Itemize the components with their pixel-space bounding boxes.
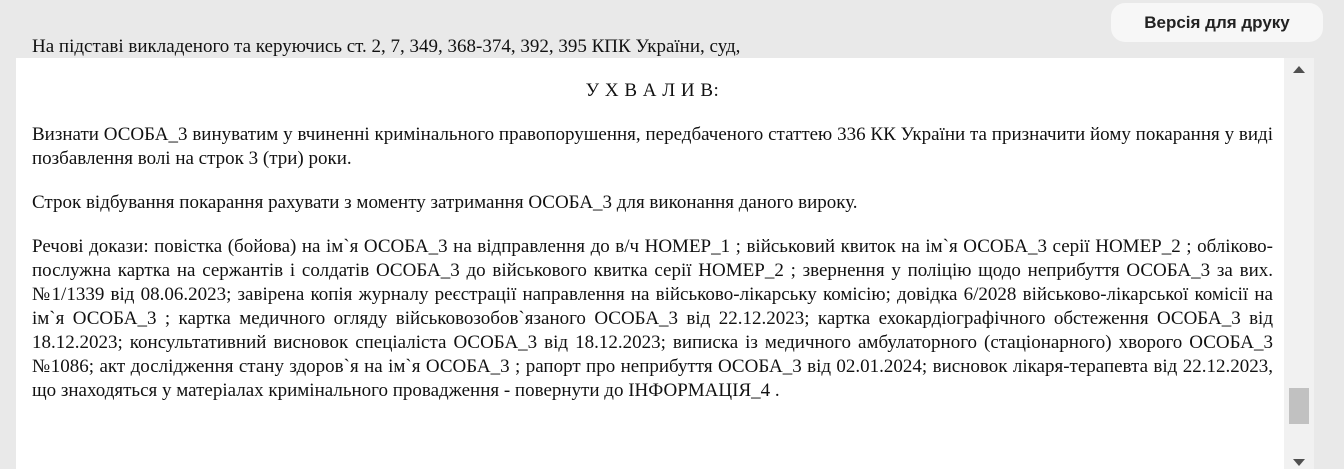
document-paragraph: Строк відбування покарання рахувати з моменту затримання ОСОБА_3 для виконання даного вироку. <box>32 192 858 213</box>
ruling-heading: У Х В А Л И В: <box>585 80 720 101</box>
document-paragraph: Визнати ОСОБА_3 винуватим у вчиненні кримінального правопорушення, передбаченого статтею 336 КК України та призначити йому покарання у виді позбавлення волі на строк 3 (три) роки. <box>32 124 1273 169</box>
vertical-scrollbar[interactable] <box>1284 58 1314 469</box>
document-paragraph: Речові докази: повістка (бойова) на ім`я ОСОБА_3 на відправлення до в/ч НОМЕР_1 ; військовий квиток на ім`я ОСОБА_3 серії НОМЕР_2 ; обліково-послужна картка на сержантів і солдатів ОСОБА_3 до військового квитка серії НОМЕР_2 ; звернення у поліцію щодо неприбуття ОСОБА_3 за вих. №1/1339 від 08.06.2023; завірена копія журналу реєстрації направлення на військово-лікарську комісію; довідка 6/2028 військово-лікарської комісії на ім`я ОСОБА_3 ; картка медичного огляду військовозобов`язаного ОСОБА_3 від 22.12.2023; картка ехокардіографічного обстеження ОСОБА_3 від 18.12.2023; консультативний висновок спеціаліста ОСОБА_3 від 18.12.2023; виписка із медичного амбулаторного (стаціонарного) хворого ОСОБА_3 №1086; акт дослідження стану здоров`я на ім`я ОСОБА_3 ; рапорт про неприбуття ОСОБА_3 від 02.01.2024; висновок лікаря-терапевта від 22.12.2023, що знаходяться у матеріалах кримінального провадження - повернути до ІНФОРМАЦІЯ_4 . <box>32 236 1273 401</box>
arrow-down-icon[interactable] <box>1293 459 1305 466</box>
document-text <box>32 35 1273 423</box>
scrollbar-thumb[interactable] <box>1289 388 1309 424</box>
document-viewer[interactable] <box>16 36 1314 469</box>
print-version-button[interactable]: Версія для друку <box>1111 3 1323 42</box>
document-paragraph-grounds: На підставі викладеного та керуючись ст. 2, 7, 349, 368-374, 392, 395 КПК України, суд, <box>32 36 741 57</box>
arrow-up-icon[interactable] <box>1293 66 1305 73</box>
